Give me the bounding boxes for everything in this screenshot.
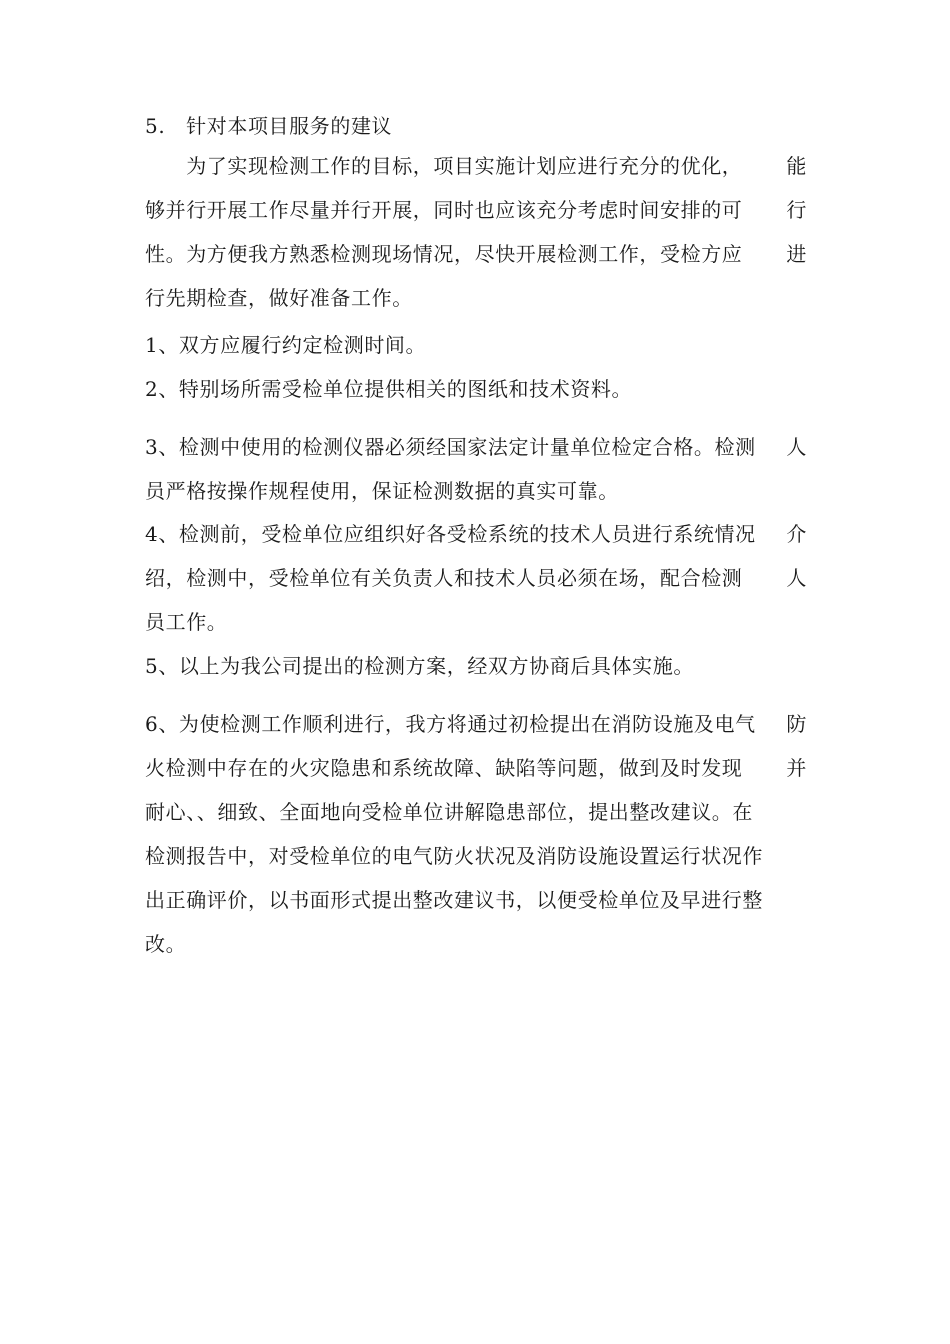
- text-line: [145, 285, 807, 311]
- line-text: 5、以上为我公司提出的检测方案，经双方协商后具体实施。: [145, 654, 694, 678]
- text-line: [145, 653, 807, 679]
- text-line: [145, 478, 807, 504]
- text-line: [145, 153, 807, 179]
- line-text: 检测报告中，对受检单位的电气防火状况及消防设施设置运行状况作: [145, 844, 763, 868]
- line-text: 性。为方便我方熟悉检测现场情况，尽快开展检测工作，受检方应: [145, 242, 743, 266]
- line-tail-char: 人: [786, 566, 807, 590]
- text-line: [145, 755, 807, 781]
- line-tail-char: 能: [786, 154, 807, 178]
- line-text: 1、双方应履行约定检测时间。: [145, 333, 427, 357]
- text-line: [145, 376, 807, 402]
- text-line: [145, 711, 807, 737]
- line-tail-char: 进: [786, 242, 807, 266]
- line-text: 耐心、、细致、全面地向受检单位讲解隐患部位，提出整改建议。在: [145, 800, 753, 824]
- line-tail-char: 行: [786, 198, 807, 222]
- line-tail-char: 防: [786, 712, 807, 736]
- line-text: 够并行开展工作尽量并行开展，同时也应该充分考虑时间安排的可: [145, 198, 743, 222]
- line-text: 4、检测前，受检单位应组织好各受检系统的技术人员进行系统情况: [145, 522, 756, 546]
- line-text: 2、特别场所需受检单位提供相关的图纸和技术资料。: [145, 377, 633, 401]
- text-line: [145, 887, 807, 913]
- text-line: [145, 197, 807, 223]
- line-text: 3、检测中使用的检测仪器必须经国家法定计量单位检定合格。检测: [145, 435, 756, 459]
- text-line: [145, 332, 807, 358]
- section-heading-text: 5. 针对本项目服务的建议: [145, 114, 393, 138]
- line-tail-char: 介: [786, 522, 807, 546]
- line-text: 员工作。: [145, 610, 228, 634]
- text-line: [145, 931, 807, 957]
- text-line: [145, 843, 807, 869]
- line-text: 6、为使检测工作顺利进行，我方将通过初检提出在消防设施及电气: [145, 712, 756, 736]
- text-line: [145, 521, 807, 547]
- text-line: [145, 609, 807, 635]
- text-line: [145, 565, 807, 591]
- line-text: 为了实现检测工作的目标，项目实施计划应进行充分的优化，: [145, 154, 743, 178]
- text-line: [145, 241, 807, 267]
- text-line: [145, 799, 807, 825]
- line-text: 火检测中存在的火灾隐患和系统故障、缺陷等问题，做到及时发现: [145, 756, 743, 780]
- line-text: 改。: [145, 932, 187, 956]
- line-text: 行先期检查，做好准备工作。: [145, 286, 413, 310]
- line-text: 绍，检测中，受检单位有关负责人和技术人员必须在场，配合检测: [145, 566, 743, 590]
- section-heading: [145, 113, 392, 139]
- line-tail-char: 人: [786, 435, 807, 459]
- text-line: [145, 434, 807, 460]
- line-tail-char: 并: [786, 756, 807, 780]
- line-text: 出正确评价，以书面形式提出整改建议书，以便受检单位及早进行整: [145, 888, 763, 912]
- line-text: 员严格按操作规程使用，保证检测数据的真实可靠。: [145, 479, 619, 503]
